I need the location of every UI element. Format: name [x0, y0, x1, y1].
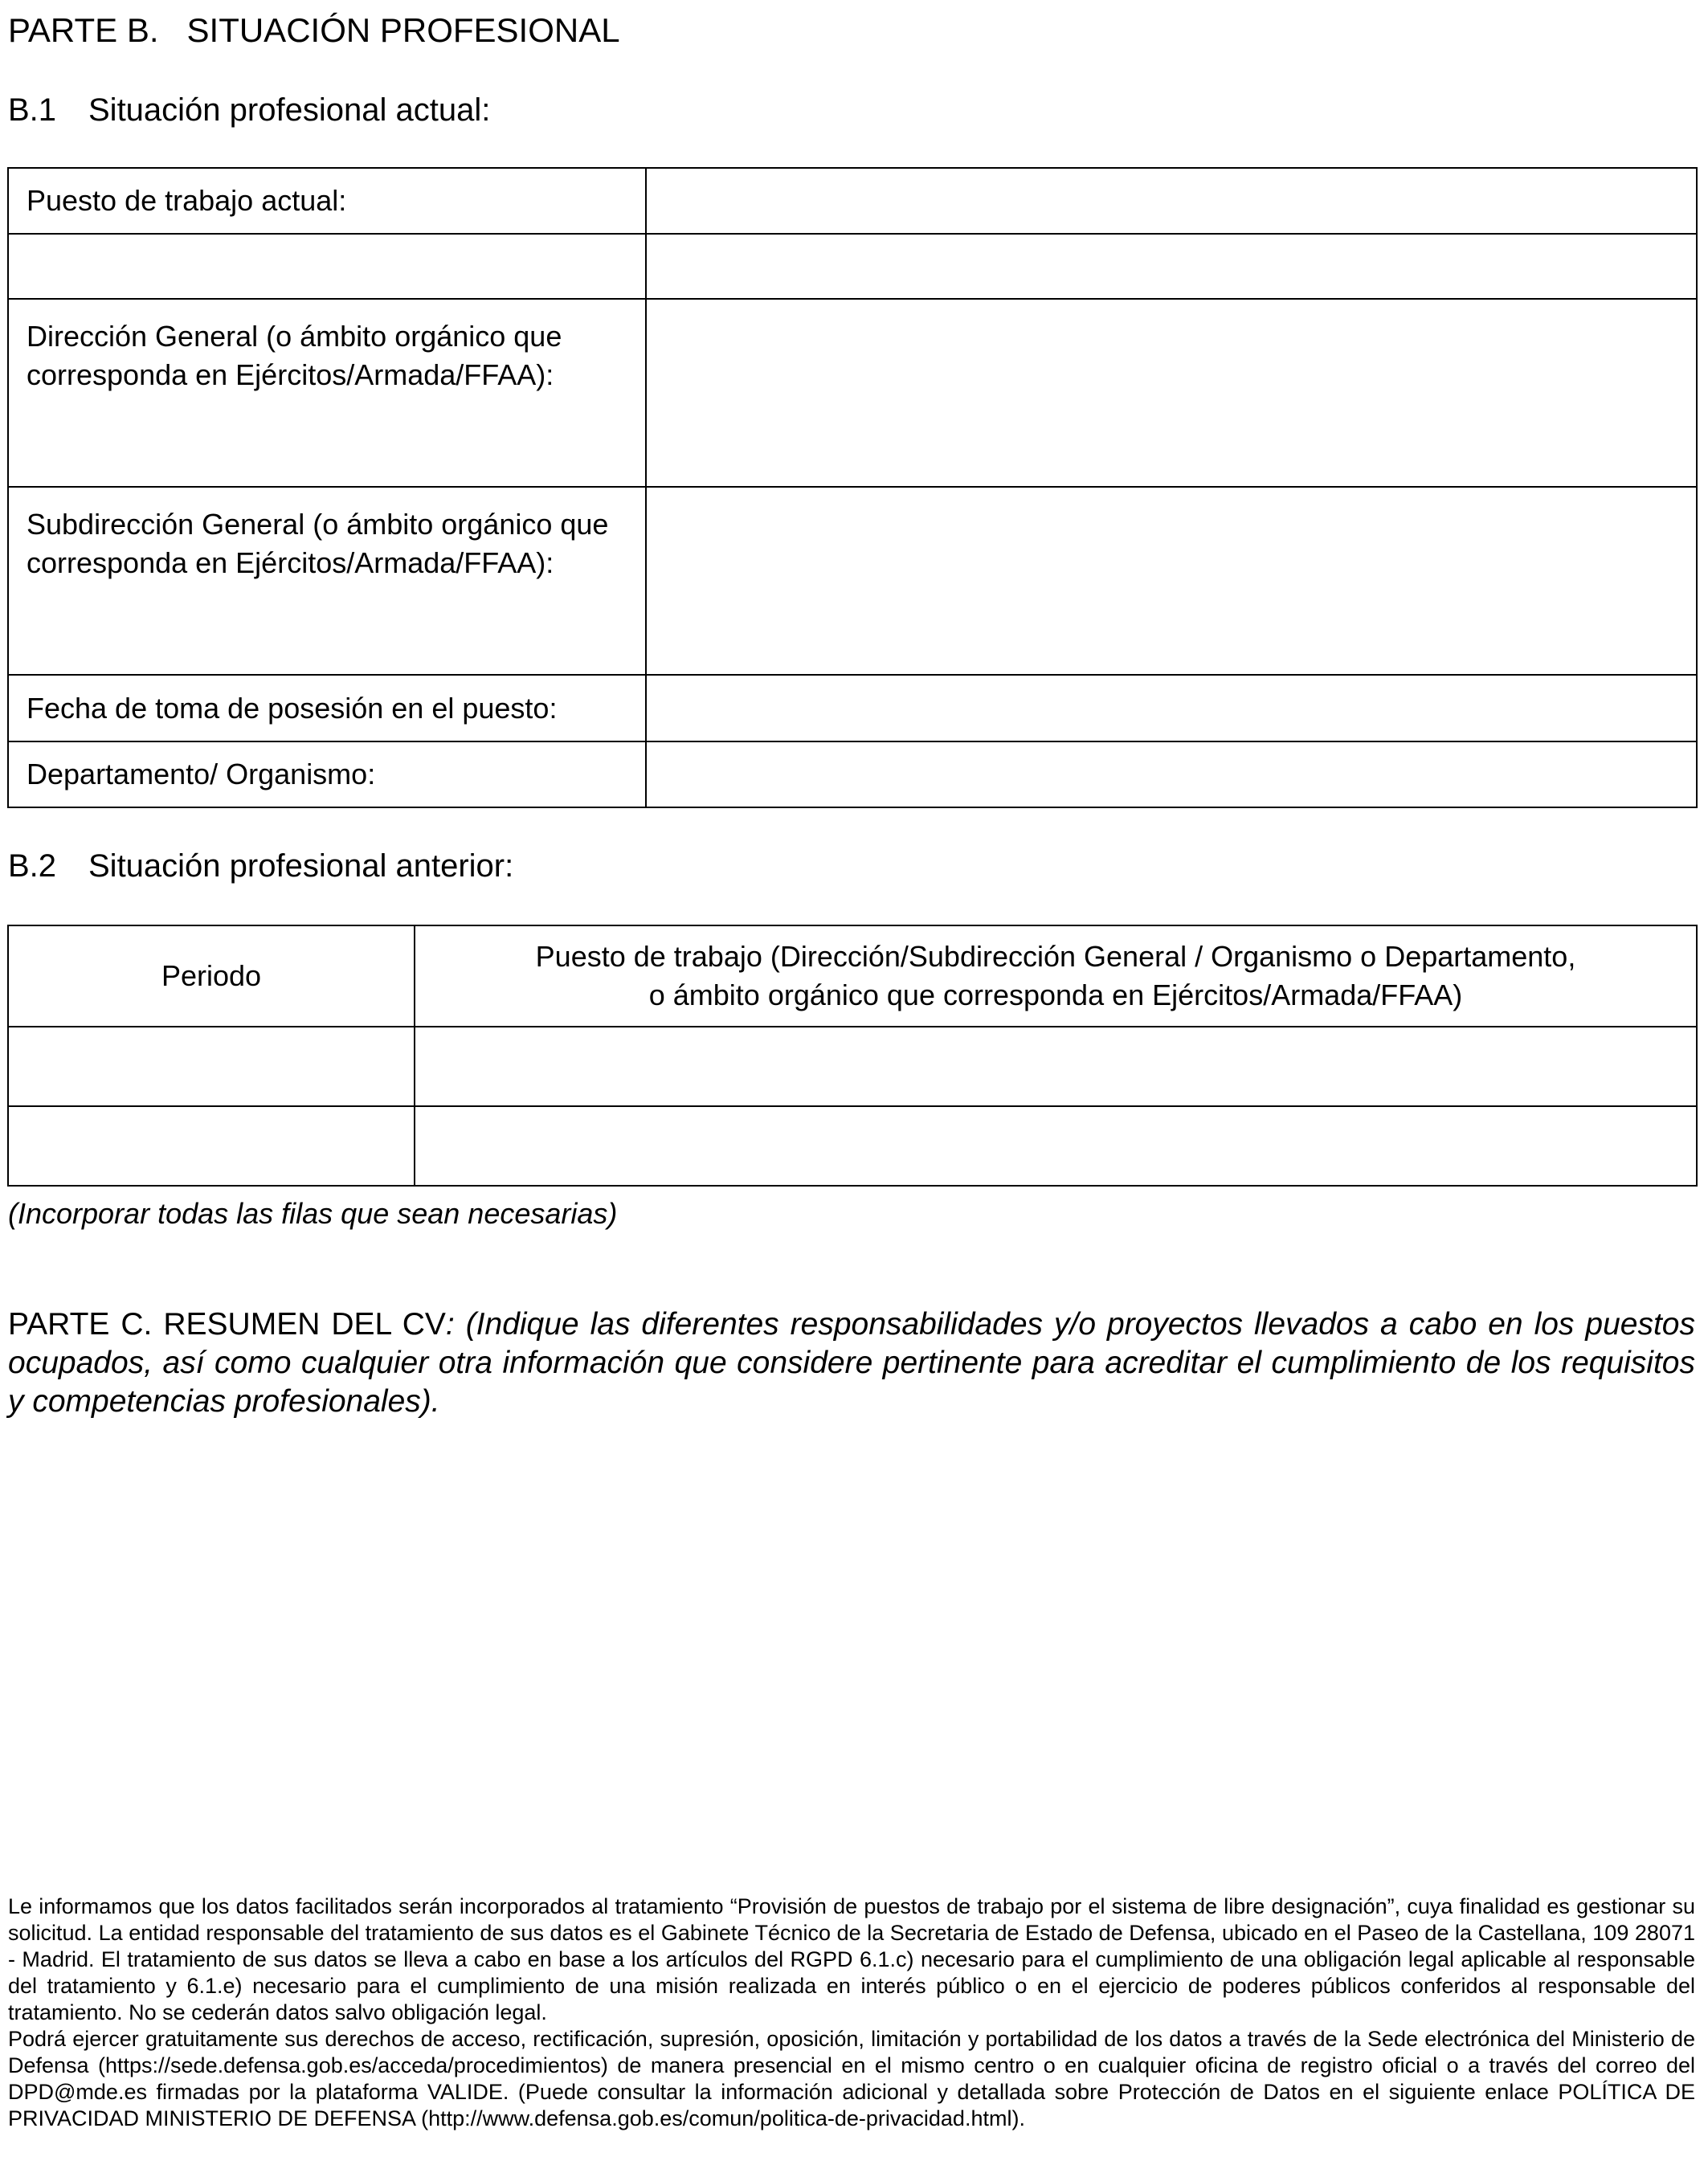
table-row — [8, 299, 1697, 487]
blank-field[interactable] — [646, 234, 1697, 299]
post-column-header-line1: Puesto de trabajo (Dirección/Subdirección General / Organismo o Departamento, — [535, 940, 1576, 973]
data-protection-paragraph-2: Podrá ejercer gratuitamente sus derechos de acceso, rectificación, supresión, oposición, limitación y portabilidad de los datos a través de la Sede electrónica del Ministerio de Defensa (https://sede.defensa.gob.es/acceda/procedimientos) de manera presencial en el mismo centro o en cualquier oficina de registro oficial o a través del correo del DPD@mde.es firmadas por la plataforma VALIDE. (Puede consultar la información adicional y detallada sobre Protección de Datos en el siguiente enlace POLÍTICA DE PRIVACIDAD MINISTERIO DE DEFENSA (http://www.defensa.gob.es/comun/politica-de-privacidad.html). — [8, 2027, 1695, 2130]
period-column-header: Periodo — [8, 925, 415, 1027]
add-rows-note: (Incorporar todas las filas que sean necesarias) — [8, 1197, 618, 1230]
part-c-title: PARTE C. RESUMEN DEL CV — [8, 1307, 446, 1342]
table-row — [8, 1027, 1697, 1106]
period-field[interactable] — [8, 1106, 415, 1186]
table-row — [8, 1106, 1697, 1186]
period-field[interactable] — [8, 1027, 415, 1106]
table-row — [8, 741, 1697, 807]
part-c-paragraph — [8, 1305, 1695, 1421]
current-position-table — [7, 167, 1698, 808]
section-b2-heading — [8, 845, 513, 887]
general-directorate-label: Dirección General (o ámbito orgánico que corresponda en Ejércitos/Armada/FFAA): — [8, 299, 646, 487]
data-protection-paragraph-1: Le informamos que los datos facilitados serán incorporados al tratamiento “Provisión de puestos de trabajo por el sistema de libre designación”, cuya finalidad es gestionar su solicitud. La entidad responsable del tratamiento de sus datos es el Gabinete Técnico de la Secretaria de Estado de Defensa, ubicado en el Paseo de la Castellana, 109 28071 - Madrid. El tratamiento de sus datos se lleva a cabo en base a los artículos del RGPD 6.1.c) necesario para el cumplimiento de una obligación legal aplicable al responsable del tratamiento y 6.1.e) necesario para el cumplimiento de una misión realizada en interés público o en el ejercicio de poderes públicos conferidos al responsable del tratamiento. No se cederán datos salvo obligación legal. — [8, 1894, 1695, 2024]
table-header-row — [8, 925, 1697, 1027]
current-post-field[interactable] — [646, 168, 1697, 234]
section-b1-heading — [8, 89, 490, 131]
general-directorate-field[interactable] — [646, 299, 1697, 487]
section-b2-title: Situación profesional anterior: — [88, 848, 514, 884]
section-b1-number: B.1 — [8, 92, 57, 128]
sub-directorate-label: Subdirección General (o ámbito orgánico que corresponda en Ejércitos/Armada/FFAA): — [8, 487, 646, 675]
table-row — [8, 234, 1697, 299]
table-row — [8, 168, 1697, 234]
table-row — [8, 675, 1697, 741]
table-row — [8, 487, 1697, 675]
data-protection-notice — [8, 1893, 1695, 2132]
section-b2-number: B.2 — [8, 848, 57, 884]
department-field[interactable] — [646, 741, 1697, 807]
previous-position-table — [7, 925, 1698, 1187]
post-column-header — [415, 925, 1697, 1027]
sub-directorate-field[interactable] — [646, 487, 1697, 675]
post-column-header-line2: o ámbito orgánico que corresponda en Ejércitos/Armada/FFAA) — [648, 978, 1463, 1011]
start-date-label: Fecha de toma de posesión en el puesto: — [8, 675, 646, 741]
start-date-field[interactable] — [646, 675, 1697, 741]
part-c-instruction: : (Indique las diferentes responsabilidades y/o proyectos llevados a cabo en los puestos ocupados, así como cualquier otra información que considere pertinente para acreditar el cumplimiento de los requisitos y competencias profesionales). — [8, 1307, 1695, 1419]
department-label: Departamento/ Organismo: — [8, 741, 646, 807]
part-b-title: PARTE B. SITUACIÓN PROFESIONAL — [8, 11, 620, 49]
post-field[interactable] — [415, 1027, 1697, 1106]
section-b1-title: Situación profesional actual: — [88, 92, 491, 128]
blank-label — [8, 234, 646, 299]
current-post-label: Puesto de trabajo actual: — [8, 168, 646, 234]
post-field[interactable] — [415, 1106, 1697, 1186]
